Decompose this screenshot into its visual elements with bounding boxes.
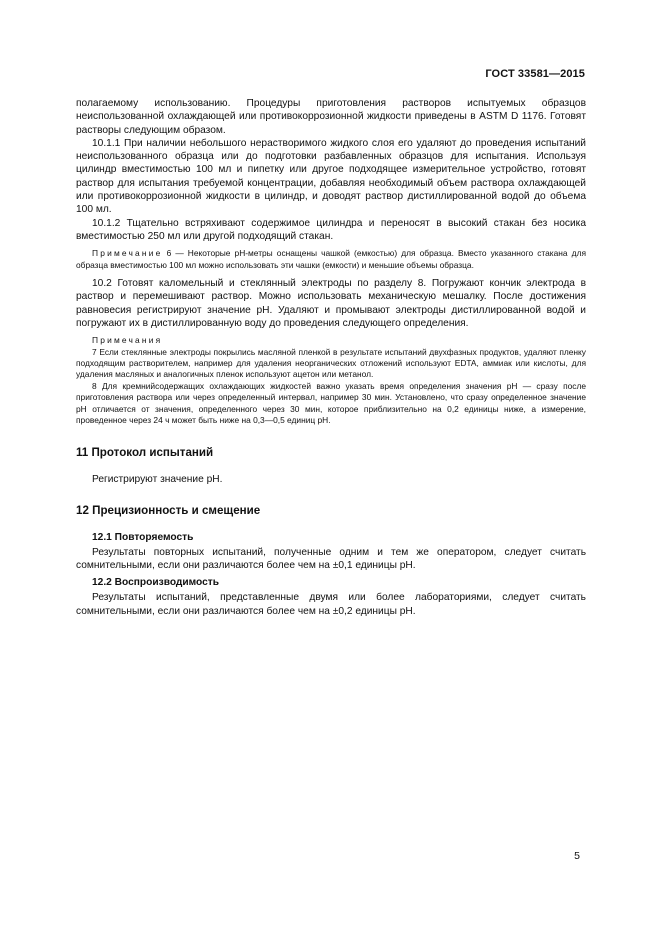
section-12-2-title bbox=[76, 576, 586, 589]
paragraph-10-1-1: 10.1.1 При наличии небольшого нерастворимого жидкого слоя его удаляют до проведения испытаний неиспользованного образца или до подготовки разбавленных образцов для испытания. Используя цилиндр вместимостью 100 мл и пипетку или другое подходящее измерительное устройство, готовят раствор для испытания требуемой концентрации, добавляя необходимый объем раствора охлаждающей или противокоррозионной жидкости в цилиндр, и доводят раствор дистиллированной водой до объема 100 мл. bbox=[76, 137, 586, 216]
section-12-1-title bbox=[76, 531, 586, 544]
paragraph-10-1-2: 10.1.2 Тщательно встряхивают содержимое цилиндра и переносят в высокий стакан без носика вместимостью 250 мл или другой подходящий стакан. bbox=[76, 217, 586, 242]
paragraph-10-2: 10.2 Готовят каломельный и стеклянный электроды по разделу 8. Погружают кончик электрода в раствор и перемешивают раствор. Можно использовать механическую мешалку. После достижения равновесия регистрируют значение рН. Удаляют и промывают электроды дистиллированной водой и погружают их в дистиллированную воду до проведения следующего определения. bbox=[76, 278, 586, 329]
paragraph-intro: полагаемому использованию. Процедуры приготовления растворов испытуемых образцов неиспользованной охлаждающей или противокоррозионной жидкости приведены в ASTM D 1176. Готовят растворы следующим образом. bbox=[76, 98, 586, 136]
note-6 bbox=[76, 248, 586, 271]
note-6-text: 6 — Некоторые рН-метры оснащены чашкой (емкостью) для образца. Вместо указанного стакана для образца вместимостью 100 мл можно использовать эти чашки (емкости) и меньшие объемы образца. bbox=[76, 248, 586, 270]
section-12-title: 12 Прецизионность и смещение bbox=[76, 503, 261, 517]
section-12-1-text: Результаты повторных испытаний, полученные одним и тем же оператором, следует считать сомнительными, если они различаются более чем на ±0,1 единицы рН. bbox=[76, 546, 586, 572]
section-12-2-title-text: 12.2 Воспроизводимость bbox=[92, 577, 220, 589]
section-12-2-text: Результаты испытаний, представленные двумя или более лабораториями, следует считать сомнительными, если они различаются более чем на ±0,2 единицы рН. bbox=[76, 592, 586, 617]
notes-label: Примечания bbox=[92, 335, 163, 346]
section-12-1-title-text: 12.1 Повторяемость bbox=[92, 531, 194, 543]
standard-header: ГОСТ 33581—2015 bbox=[485, 68, 585, 80]
section-11-text: Регистрируют значение рН. bbox=[92, 473, 223, 485]
page-content bbox=[76, 97, 586, 618]
note-7: 7 Если стеклянные электроды покрылись масляной пленкой в результате испытаний двухфазных продуктов, удаляют пленку подходящим растворителем, например для удаления неорганических отложений используют EDTA, аммиак или кислоты, для удаления масляных и аналогичных пленок используют ацетон или метанол. bbox=[76, 346, 586, 380]
section-11-title: 11 Протокол испытаний bbox=[76, 445, 214, 459]
note-8: 8 Для кремнийсодержащих охлаждающих жидкостей важно указать время определения значения рН — сразу после приготовления раствора или через определенный интервал, например 30 мин. Установлено, что сразу определенное значение рН отличается от значения, определенного через 30 мин, которое приблизительно на 0,2 единицы ниже, а измерение, проведенное через 24 ч может быть ниже на 0,3—0,5 единиц рН. bbox=[76, 380, 586, 426]
page-number: 5 bbox=[574, 850, 580, 862]
note-6-label: Примечание bbox=[92, 248, 163, 259]
